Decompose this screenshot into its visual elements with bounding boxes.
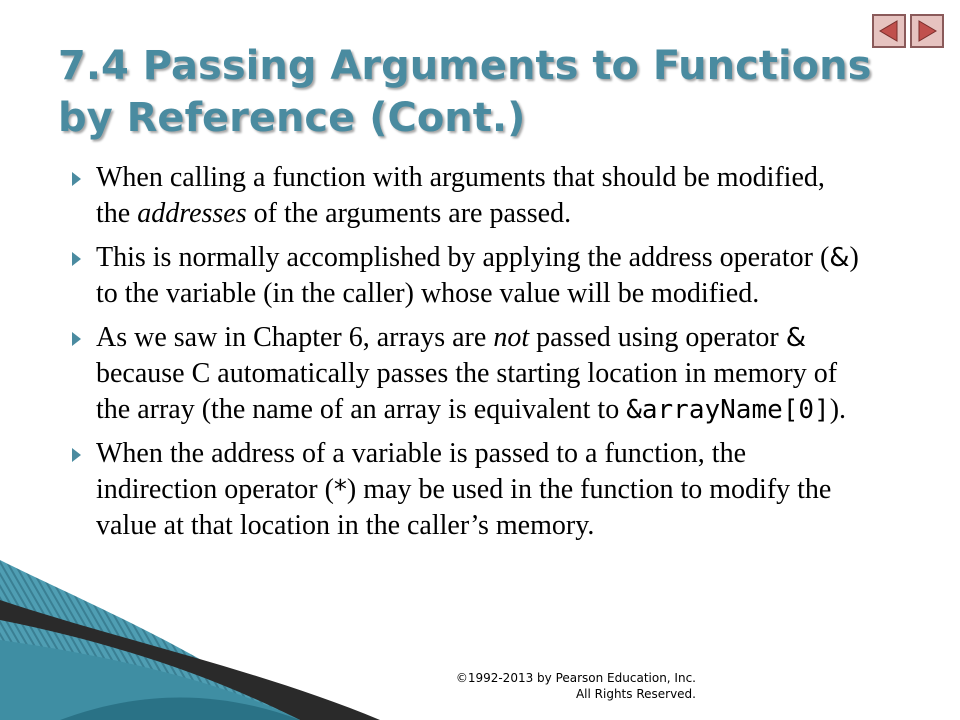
footer-line-1: ©1992-2013 by Pearson Education, Inc. bbox=[455, 671, 696, 685]
bullet-text: addresses bbox=[137, 198, 247, 229]
triangle-right-icon bbox=[915, 19, 939, 43]
bullet-list bbox=[66, 160, 866, 552]
bullet-triangle-icon bbox=[68, 436, 86, 472]
code-text: &arrayName[0] bbox=[626, 395, 830, 425]
bullet-text: When calling a function with arguments that should be modified, the bbox=[96, 162, 825, 229]
bullet-item bbox=[66, 436, 866, 544]
bullet-item bbox=[66, 160, 866, 232]
bullet-text: This is normally accomplished by applying the address operator ( bbox=[96, 242, 830, 273]
copyright-footer bbox=[456, 670, 696, 702]
bullet-triangle-icon bbox=[68, 320, 86, 356]
bullet-text: of the arguments are passed. bbox=[246, 198, 572, 229]
code-text: & bbox=[829, 243, 850, 273]
bullet-triangle-icon bbox=[68, 240, 86, 276]
bullet-item bbox=[66, 240, 866, 312]
bullet-text: When the address of a variable is passed to a function, the indirection operator ( bbox=[96, 438, 747, 505]
footer-line-2: All Rights Reserved. bbox=[575, 687, 696, 701]
bullet-text: ) to the variable (in the caller) whose value will be modified. bbox=[96, 242, 859, 309]
bullet-item bbox=[66, 320, 866, 428]
next-slide-button[interactable] bbox=[910, 14, 944, 48]
slide-title: 7.4 Passing Arguments to Functions by Reference (Cont.) bbox=[58, 43, 872, 141]
triangle-left-icon bbox=[877, 19, 901, 43]
bullet-text: passed using operator bbox=[529, 322, 786, 353]
bullet-text: because C automatically passes the starting location in memory of the array (the name of an array is equivalent to bbox=[96, 358, 838, 425]
bullet-text: ) may be used in the function to modify the value at that location in the caller’s memory. bbox=[96, 474, 832, 541]
code-text: & bbox=[785, 323, 806, 353]
bullet-text: ). bbox=[829, 394, 847, 425]
code-text: * bbox=[333, 475, 347, 505]
bullet-text: not bbox=[493, 322, 530, 353]
bullet-triangle-icon bbox=[68, 160, 86, 196]
bullet-text: As we saw in Chapter 6, arrays are bbox=[96, 322, 494, 353]
